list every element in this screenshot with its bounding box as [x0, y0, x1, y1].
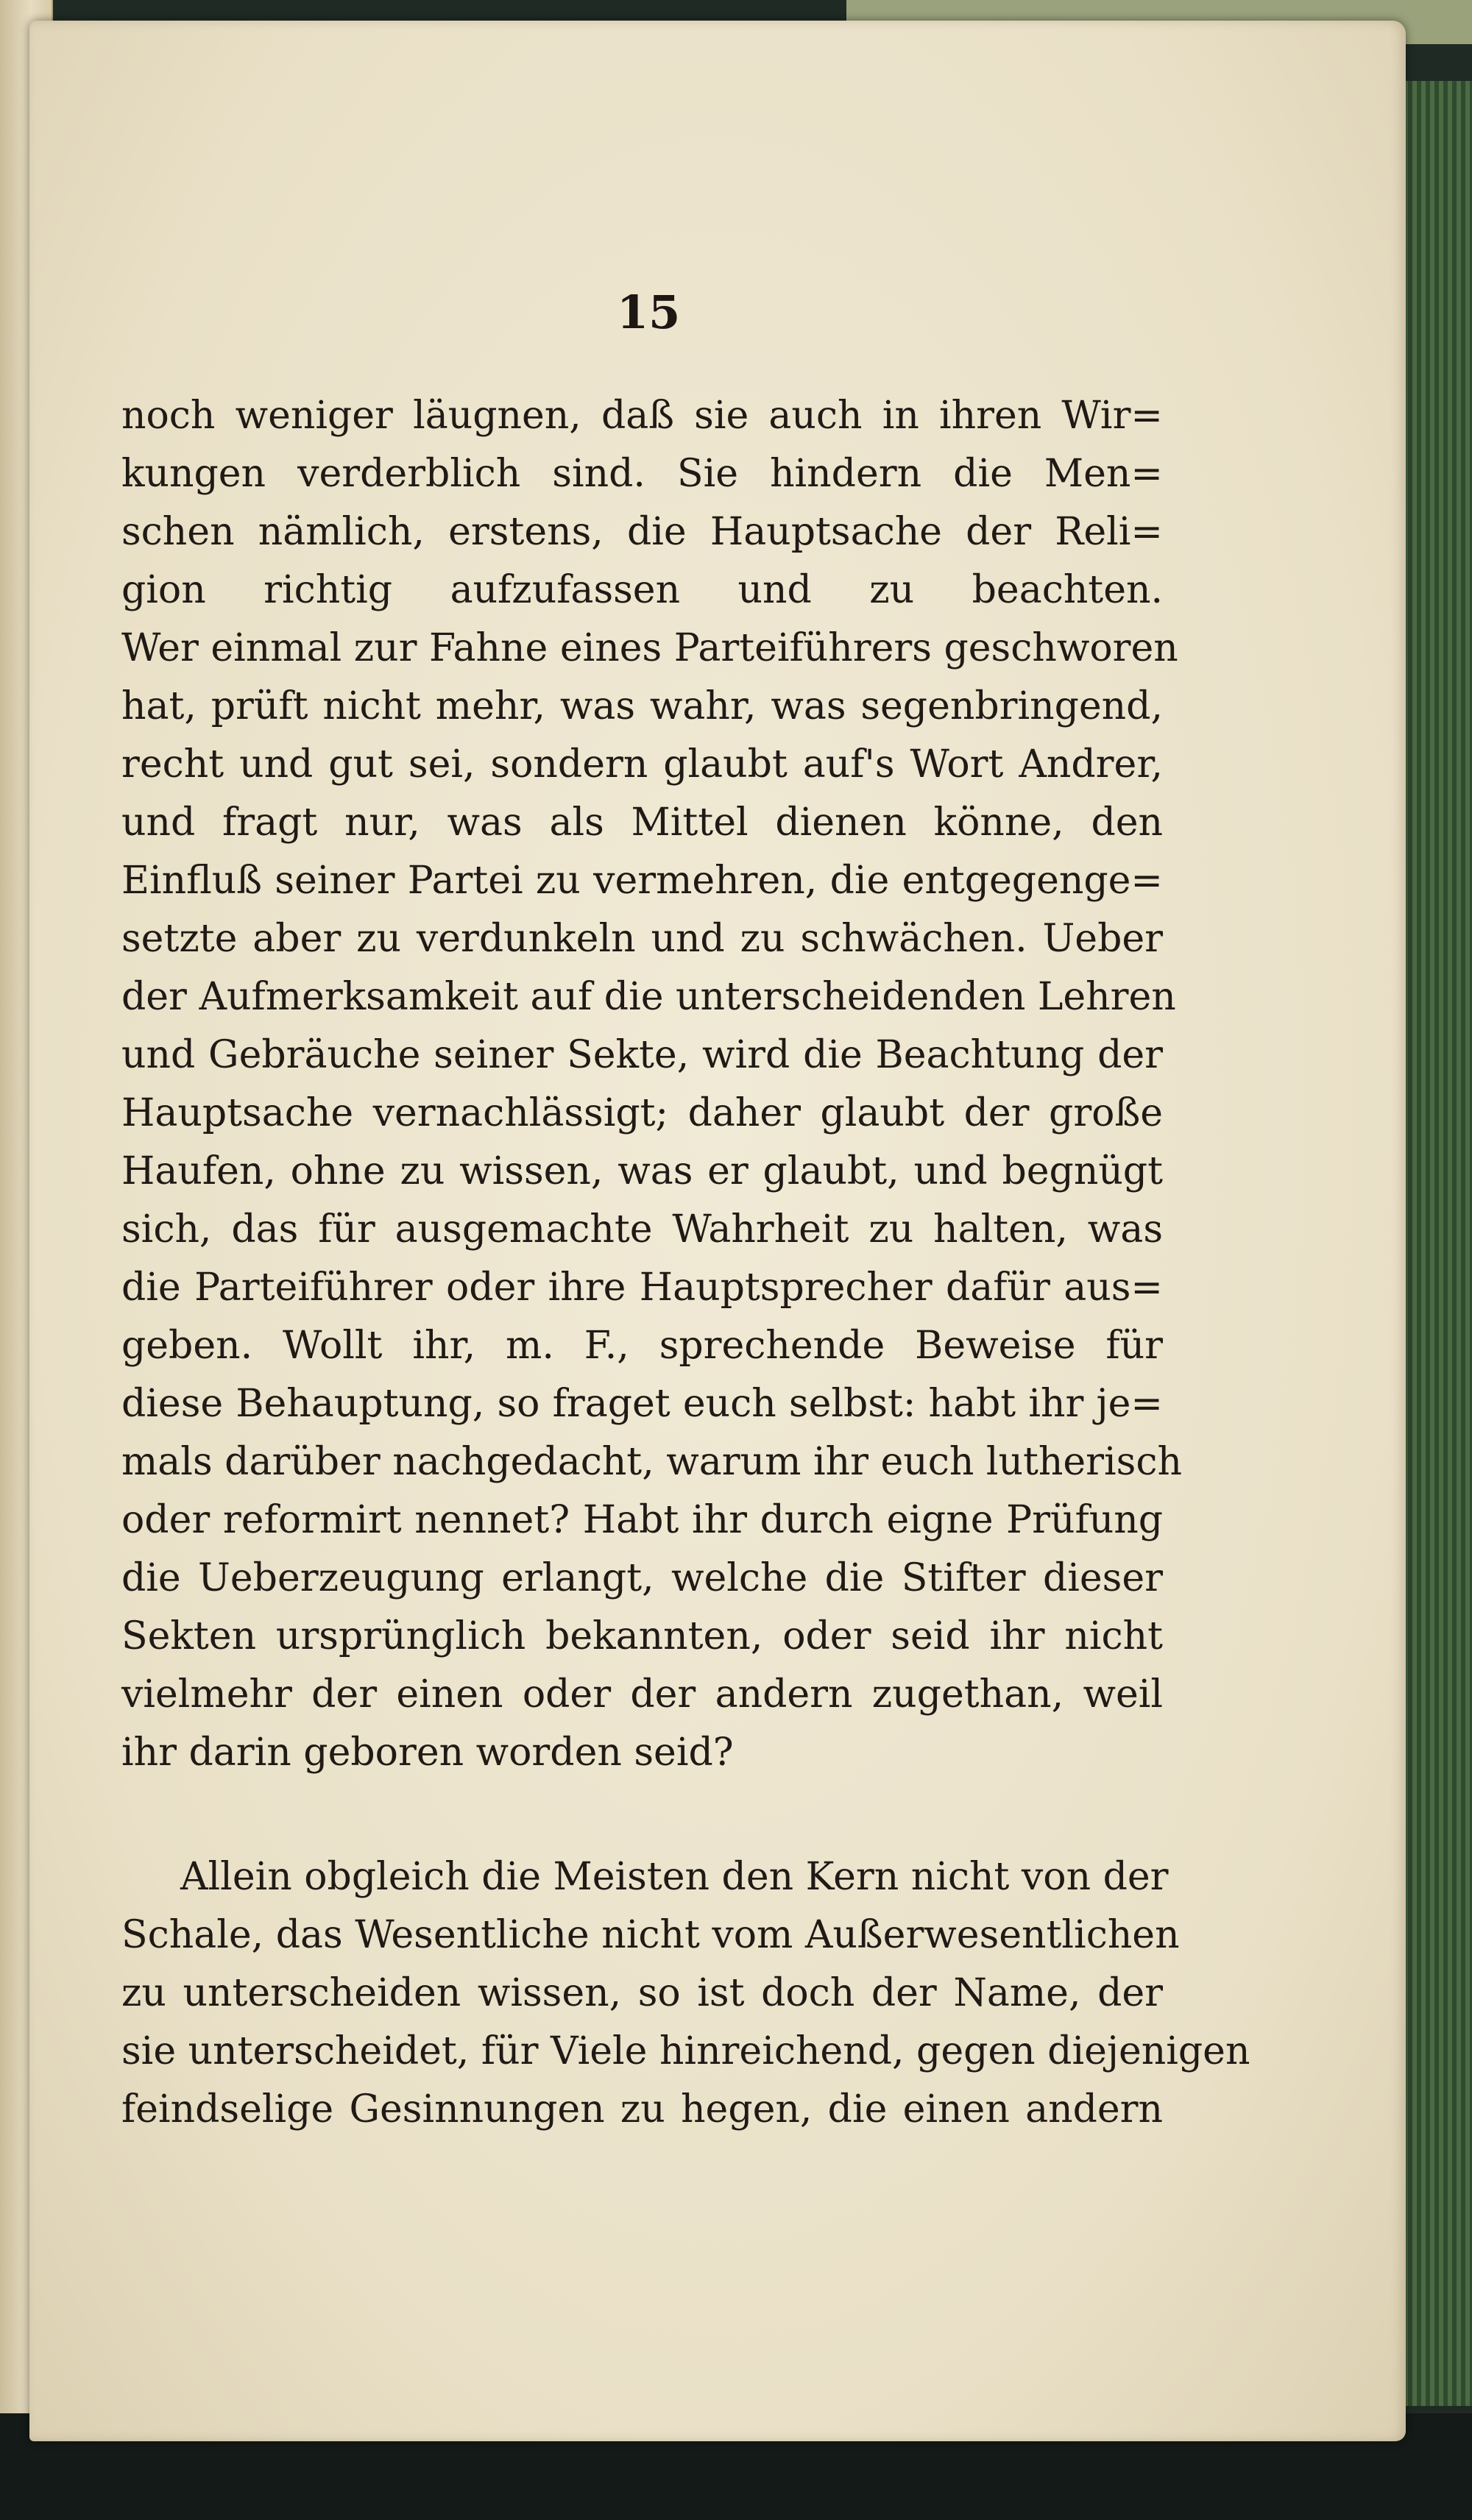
text-line: ihr darin geboren worden seid?	[121, 1731, 734, 1775]
text-line: und fragt nur, was als Mittel dienen könne, den	[121, 801, 1163, 845]
text-line: Hauptsache vernachlässigt; daher glaubt der große	[121, 1091, 1163, 1135]
text-line: geben. Wollt ihr, m. F., sprechende Beweise für	[121, 1324, 1163, 1368]
text-line: und Gebräuche seiner Sekte, wird die Beachtung der	[121, 1033, 1163, 1077]
text-line: oder reformirt nennet? Habt ihr durch eigne Prüfung	[121, 1498, 1163, 1542]
paragraph-1	[121, 387, 1182, 1782]
text-line: recht und gut sei, sondern glaubt auf's Wort Andrer,	[121, 742, 1163, 787]
text-line: noch weniger läugnen, daß sie auch in ihren Wir=	[121, 394, 1163, 438]
text-line: feindselige Gesinnungen zu hegen, die einen andern	[121, 2087, 1163, 2132]
book-page	[29, 21, 1406, 2441]
text-line: Sekten ursprünglich bekannten, oder seid ihr nicht	[121, 1614, 1163, 1658]
text-line: hat, prüft nicht mehr, was wahr, was segenbringend,	[121, 684, 1163, 728]
text-line: vielmehr der einen oder der andern zugethan, weil	[121, 1672, 1163, 1717]
text-line: Schale, das Wesentliche nicht vom Außerwesentlichen	[121, 1913, 1180, 1957]
text-line: setzte aber zu verdunkeln und zu schwächen. Ueber	[121, 917, 1163, 961]
text-line: kungen verderblich sind. Sie hindern die Men=	[121, 452, 1163, 496]
body-text	[121, 387, 1250, 2139]
text-line: diese Behauptung, so fraget euch selbst: habt ihr je=	[121, 1382, 1163, 1426]
book-cover-edge	[1395, 81, 1472, 2406]
text-line: Wer einmal zur Fahne eines Parteiführers geschworen	[121, 626, 1178, 670]
text-line: zu unterscheiden wissen, so ist doch der Name, der	[121, 1971, 1163, 2015]
text-line: Haufen, ohne zu wissen, was er glaubt, und begnügt	[121, 1149, 1163, 1193]
text-line: die Ueberzeugung erlangt, welche die Stifter dieser	[121, 1556, 1163, 1600]
text-line: schen nämlich, erstens, die Hauptsache der Reli=	[121, 510, 1163, 554]
page-number: 15	[617, 285, 681, 339]
text-line: mals darüber nachgedacht, warum ihr euch lutherisch	[121, 1440, 1182, 1484]
text-line: sie unterscheidet, für Viele hinreichend, gegen diejenigen	[121, 2029, 1250, 2073]
text-line: Einfluß seiner Partei zu vermehren, die entgegenge=	[121, 859, 1163, 903]
text-line: die Parteiführer oder ihre Hauptsprecher dafür aus=	[121, 1266, 1163, 1310]
text-line: Allein obgleich die Meisten den Kern nicht von der	[180, 1855, 1169, 1899]
text-line: gion richtig aufzufassen und zu beachten.	[121, 568, 1163, 612]
text-line: der Aufmerksamkeit auf die unterscheidenden Lehren	[121, 975, 1176, 1019]
paragraph-2	[121, 1848, 1250, 2139]
text-line: sich, das für ausgemachte Wahrheit zu halten, was	[121, 1207, 1163, 1252]
